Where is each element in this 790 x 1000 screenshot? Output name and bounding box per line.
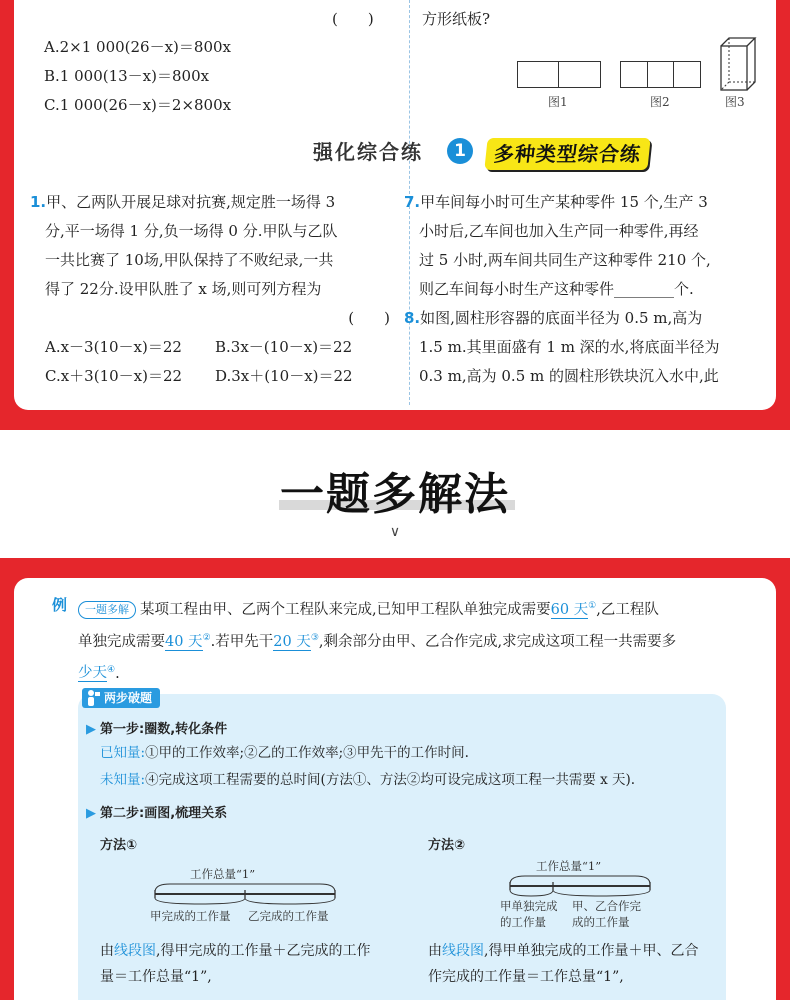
- method-2-title: 方法②: [428, 838, 466, 853]
- marker-2: ②: [202, 632, 211, 643]
- question-1-line-4: 得了 22分.设甲队胜了 x 场,则可列方程为: [45, 280, 322, 298]
- segment-diagram-link: 线段图: [442, 943, 484, 959]
- question-1-option-d: D.3x＋(10－x)＝22: [215, 367, 353, 385]
- method-1-left-label: 甲完成的工作量: [150, 909, 231, 923]
- question-7-line-1: 甲车间每小时可生产某种零件 15 个,生产 3: [420, 193, 708, 211]
- question-1-paren: ( ): [348, 309, 390, 327]
- panel-tab-label: 两步破题: [104, 691, 153, 705]
- method-1-segment-diagram: [150, 880, 340, 906]
- example-label: 例: [52, 596, 68, 614]
- unknown-row: [100, 769, 635, 791]
- option-a: A.2×1 000(26－x)＝800x: [44, 38, 231, 56]
- figure-2-caption: 图2: [650, 95, 670, 109]
- question-8-line-3: 0.3 m,高为 0.5 m 的圆柱形铁块沉入水中,此: [419, 367, 719, 385]
- question-8-line-1: 如图,圆柱形容器的底面半径为 0.5 m,高为: [420, 309, 703, 327]
- question-8-line-2: 1.5 m.其里面盛有 1 m 深的水,将底面半径为: [419, 338, 720, 356]
- step-2: [86, 802, 227, 821]
- example-line-1: 某项工程由甲、乙两个工程队来完成,已知甲工程队单独完成需要: [140, 601, 551, 618]
- example-line-2-end: ,剩余部分由甲、乙合作完成,求完成这项工程一共需要多: [318, 633, 677, 650]
- marker-3: ③: [310, 632, 319, 643]
- question-1-option-c: C.x＋3(10－x)＝22: [45, 367, 183, 385]
- method-2-right-label-1: 甲、乙合作完: [572, 899, 641, 913]
- figure-1-rect: [517, 61, 601, 88]
- example-line-1-end: ,乙工程队: [596, 601, 659, 618]
- section-title: 强化综合练: [313, 140, 423, 164]
- example-line-2-mid: .若甲先干: [210, 633, 274, 650]
- condition-3: 20 天: [273, 633, 311, 650]
- method-2-segment-diagram: [505, 872, 655, 898]
- example-text: [78, 592, 743, 687]
- option-c: C.1 000(26－x)＝2×800x: [44, 96, 232, 114]
- step-1: [86, 718, 227, 737]
- step-1-label: 第一步:圈数,转化条件: [100, 722, 228, 737]
- question-1-option-a: A.x－3(10－x)＝22: [45, 338, 182, 356]
- unknown-label: 未知量:: [100, 772, 146, 788]
- question-7-line-2: 小时后,乙车间也加入生产同一种零件,再经: [419, 222, 699, 240]
- person-icon: [85, 688, 101, 714]
- question-7-line-3: 过 5 小时,两车间共同生产这种零件 210 个,: [419, 251, 711, 269]
- question-1-number: 1.: [30, 193, 47, 211]
- marker-4: ④: [107, 664, 116, 675]
- method-2-left-label-2: 的工作量: [500, 915, 546, 929]
- method-2-total: 工作总量“1”: [536, 859, 602, 873]
- question-7-line-4: 则乙车间每小时生产这种零件________个.: [419, 280, 694, 298]
- method-1-right-label: 乙完成的工作量: [248, 909, 329, 923]
- figure-3-cuboid: [719, 36, 759, 92]
- section-badge: 多种类型综合练: [484, 138, 650, 170]
- question-1-line-1: 甲、乙两队开展足球对抗赛,规定胜一场得 3: [46, 193, 336, 211]
- section-number: 1: [447, 138, 473, 164]
- example-line-2: 单独完成需要: [78, 633, 165, 650]
- right-continuation: 方形纸板?: [422, 10, 491, 28]
- example-tag: 一题多解: [78, 601, 136, 619]
- question-1-option-b: B.3x－(10－x)＝22: [215, 338, 353, 356]
- figure-3-caption: 图3: [725, 95, 745, 109]
- question-1-line-3: 一共比赛了 10场,甲队保持了不败纪录,一共: [45, 251, 334, 269]
- chevron-down-icon: ∨: [389, 524, 401, 540]
- method-1-total: 工作总量“1”: [190, 867, 256, 881]
- question-1-line-2: 分,平一场得 1 分,负一场得 0 分.甲队与乙队: [45, 222, 338, 240]
- top-card: [14, 0, 776, 410]
- method-2-left-label-1: 甲单独完成: [500, 899, 558, 913]
- triangle-right-icon: ▶: [86, 722, 96, 737]
- method-2-text-1: 由线段图,得甲单独完成的工作量＋甲、乙合: [428, 943, 699, 959]
- segment-diagram-link: 线段图: [114, 943, 156, 959]
- known-text: ①甲的工作效率;②乙的工作效率;③甲先干的工作时间.: [145, 745, 469, 761]
- panel-tab: [82, 688, 160, 708]
- question-7: [404, 188, 764, 391]
- method-1-text-2: 量＝工作总量“1”,: [100, 969, 212, 985]
- question-7-number: 7.: [404, 193, 421, 211]
- unknown-text: ④完成这项工程需要的总时间(方法①、方法②均可设完成这项工程一共需要 x 天).: [145, 772, 636, 788]
- condition-4: 少天: [78, 665, 107, 682]
- figure-1-caption: 图1: [548, 95, 568, 109]
- method-1-title: 方法①: [100, 838, 138, 853]
- method-1-text-1: 由线段图,得甲完成的工作量＋乙完成的工作: [100, 943, 371, 959]
- method-title: 一题多解法: [280, 469, 510, 520]
- example-line-3-end: .: [115, 665, 120, 682]
- method-2-text-2: 作完成的工作量＝工作总量“1”,: [428, 969, 624, 985]
- marker-1: ①: [588, 601, 597, 611]
- figure-2-rect: [620, 61, 701, 88]
- condition-2: 40 天: [165, 633, 203, 650]
- triangle-right-icon: ▶: [86, 806, 96, 821]
- answer-paren: ( ): [332, 10, 374, 28]
- known-row: [100, 742, 469, 764]
- method-2-right-label-2: 成的工作量: [572, 915, 630, 929]
- condition-1: 60 天: [550, 601, 589, 618]
- step-2-label: 第二步:画图,梳理关系: [100, 806, 228, 821]
- question-1: [30, 188, 390, 391]
- question-8-number: 8.: [404, 309, 421, 327]
- option-b: B.1 000(13－x)＝800x: [44, 67, 210, 85]
- known-label: 已知量:: [100, 745, 146, 761]
